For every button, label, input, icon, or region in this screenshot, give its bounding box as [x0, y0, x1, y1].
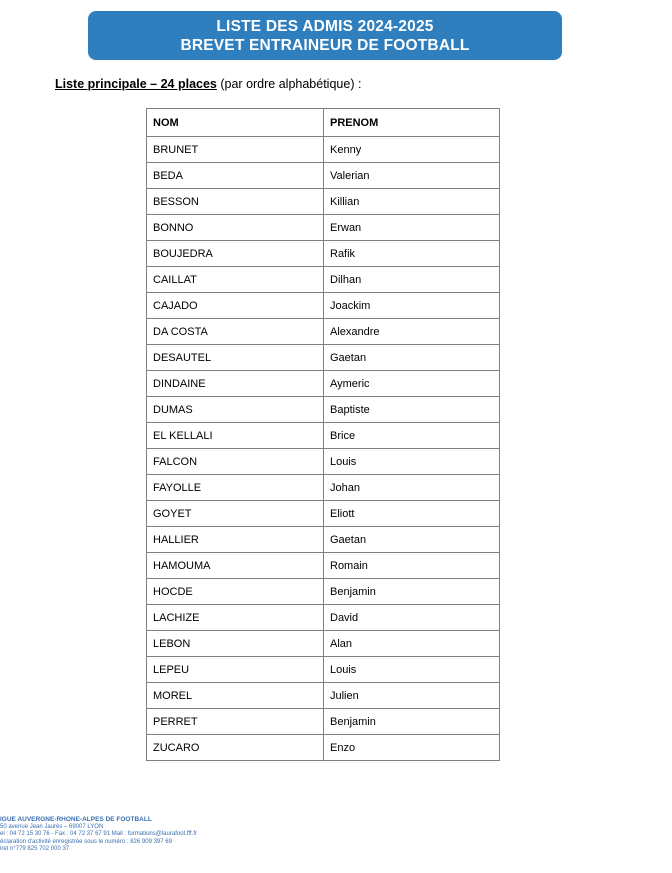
cell-nom: HAMOUMA	[147, 553, 324, 579]
table-row	[147, 215, 500, 241]
table-row	[147, 709, 500, 735]
table-row	[147, 605, 500, 631]
cell-nom: FAYOLLE	[147, 475, 324, 501]
cell-nom: CAJADO	[147, 293, 324, 319]
cell-prenom: Rafik	[324, 241, 500, 267]
table-row	[147, 423, 500, 449]
table-row	[147, 475, 500, 501]
cell-nom: FALCON	[147, 449, 324, 475]
cell-nom: DUMAS	[147, 397, 324, 423]
cell-prenom: Gaetan	[324, 345, 500, 371]
cell-prenom: Johan	[324, 475, 500, 501]
cell-prenom: Dilhan	[324, 267, 500, 293]
footer-siret: iret n°779 825 702 000 37	[0, 846, 70, 852]
cell-nom: HOCDE	[147, 579, 324, 605]
footer-address: 50 avenue Jean Jaurès – 69007 LYON	[0, 823, 104, 830]
table-row	[147, 319, 500, 345]
table-row	[147, 579, 500, 605]
footer-declaration: éclaration d'activité enregistrée sous le numéro : 826 909 397 69	[0, 838, 172, 845]
table-row	[147, 631, 500, 657]
cell-prenom: Alexandre	[324, 319, 500, 345]
header-nom: NOM	[147, 109, 324, 137]
subtitle-normal: (par ordre alphabétique) :	[216, 77, 362, 91]
title-banner	[88, 11, 562, 60]
cell-prenom: David	[324, 605, 500, 631]
cell-nom: CAILLAT	[147, 267, 324, 293]
cell-prenom: Eliott	[324, 501, 500, 527]
cell-nom: DESAUTEL	[147, 345, 324, 371]
footer-org: IGUE AUVERGNE-RHONE-ALPES DE FOOTBALL	[0, 816, 152, 823]
list-subtitle	[55, 77, 361, 91]
table-row	[147, 657, 500, 683]
cell-nom: GOYET	[147, 501, 324, 527]
table-header-row	[147, 109, 500, 137]
cell-prenom: Romain	[324, 553, 500, 579]
cell-prenom: Valerian	[324, 163, 500, 189]
cell-nom: DINDAINE	[147, 371, 324, 397]
table-row	[147, 735, 500, 761]
table-row	[147, 527, 500, 553]
table-row	[147, 163, 500, 189]
table-row	[147, 553, 500, 579]
cell-prenom: Louis	[324, 657, 500, 683]
cell-nom: BRUNET	[147, 137, 324, 163]
cell-nom: LEPEU	[147, 657, 324, 683]
cell-nom: PERRET	[147, 709, 324, 735]
cell-nom: ZUCARO	[147, 735, 324, 761]
table-row	[147, 267, 500, 293]
table-row	[147, 189, 500, 215]
header-prenom: PRENOM	[324, 109, 500, 137]
cell-prenom: Brice	[324, 423, 500, 449]
cell-nom: HALLIER	[147, 527, 324, 553]
cell-prenom: Julien	[324, 683, 500, 709]
table-row	[147, 683, 500, 709]
table-row	[147, 371, 500, 397]
cell-prenom: Benjamin	[324, 579, 500, 605]
subtitle-bold: Liste principale – 24 places	[55, 77, 217, 91]
table-row	[147, 501, 500, 527]
cell-prenom: Alan	[324, 631, 500, 657]
footer	[0, 816, 300, 854]
cell-nom: BEDA	[147, 163, 324, 189]
cell-nom: DA COSTA	[147, 319, 324, 345]
cell-prenom: Baptiste	[324, 397, 500, 423]
footer-phone: el : 04 72 15 30 76 - Fax : 04 72 37 67 91 Mail : formations@laurafoot.fff.fr	[0, 831, 197, 837]
table-row	[147, 241, 500, 267]
title-line-1: LISTE DES ADMIS 2024-2025	[216, 17, 434, 35]
table-row	[147, 449, 500, 475]
cell-prenom: Louis	[324, 449, 500, 475]
cell-nom: LEBON	[147, 631, 324, 657]
table-row	[147, 345, 500, 371]
table-row	[147, 397, 500, 423]
cell-prenom: Enzo	[324, 735, 500, 761]
cell-nom: BONNO	[147, 215, 324, 241]
title-line-2: BREVET ENTRAINEUR DE FOOTBALL	[180, 36, 470, 54]
cell-nom: MOREL	[147, 683, 324, 709]
cell-prenom: Erwan	[324, 215, 500, 241]
cell-nom: EL KELLALI	[147, 423, 324, 449]
cell-prenom: Kenny	[324, 137, 500, 163]
cell-prenom: Gaetan	[324, 527, 500, 553]
cell-nom: LACHIZE	[147, 605, 324, 631]
cell-nom: BESSON	[147, 189, 324, 215]
cell-prenom: Aymeric	[324, 371, 500, 397]
table-row	[147, 293, 500, 319]
cell-nom: BOUJEDRA	[147, 241, 324, 267]
table-row	[147, 137, 500, 163]
cell-prenom: Joackim	[324, 293, 500, 319]
admitted-table	[146, 108, 500, 761]
cell-prenom: Killian	[324, 189, 500, 215]
cell-prenom: Benjamin	[324, 709, 500, 735]
